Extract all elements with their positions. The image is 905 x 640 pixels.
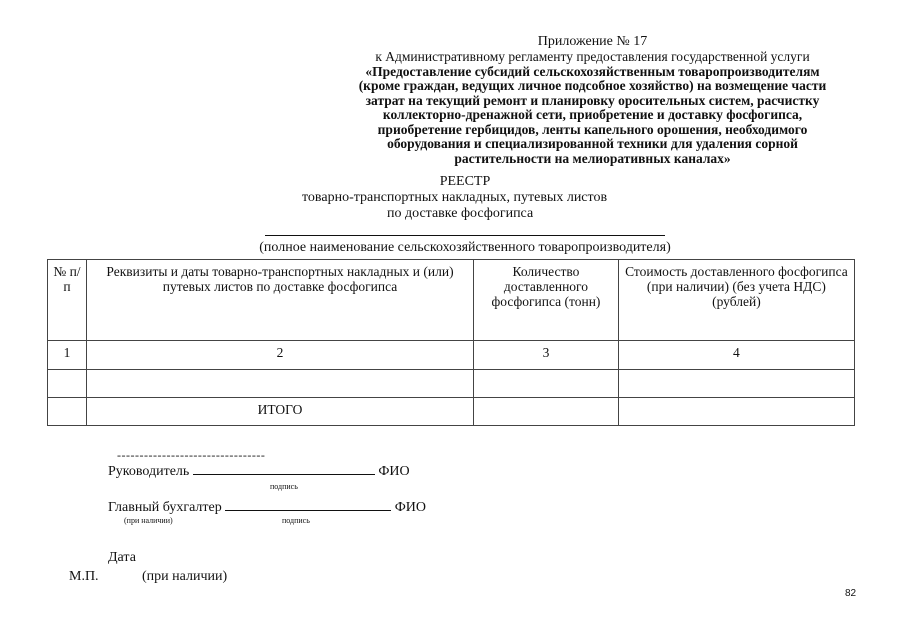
table-cell[interactable] [48,370,87,398]
appendix-service-name [320,65,865,167]
total-cost-cell[interactable] [618,398,854,426]
table-cell[interactable] [86,370,473,398]
column-number: 4 [618,341,854,370]
org-name-field-line[interactable] [265,235,665,236]
stamp-label: М.П. [69,569,99,584]
head-signature-line [108,462,410,480]
service-name-line: приобретение гербицидов, ленты капельного орошения, необходимого [377,121,808,137]
registry-table [47,259,855,426]
total-row [48,398,855,426]
registry-subtitle: по доставке фосфогипса [387,206,534,221]
appendix-title: Приложение № 17 [537,34,648,49]
accountant-presence-caption: (при наличии) [124,516,173,525]
head-signature-field[interactable] [193,462,375,475]
org-name-caption: (полное наименование сельскохозяйственного товаропроизводителя) [259,240,671,255]
registry-subtitle: товарно-транспортных накладных, путевых листов [302,190,608,205]
registry-heading [265,174,665,222]
table-cell[interactable] [48,398,87,426]
column-header-cost: Стоимость доставленного фосфогипса (при наличии) (без учета НДС) (рублей) [618,260,854,341]
column-number: 2 [86,341,473,370]
service-name-line: (кроме граждан, ведущих личное подсобное хозяйство) на возмещение части [358,78,827,93]
accountant-label: Главный бухгалтер [108,500,222,515]
head-fio-label: ФИО [378,464,410,479]
appendix-header [320,34,865,166]
registry-title: РЕЕСТР [439,174,491,189]
head-label: Руководитель [108,464,190,479]
separator-dashes: --------------------------------- [117,448,266,462]
total-label: ИТОГО [86,398,473,426]
column-number: 1 [48,341,87,370]
column-header-number: № п/п [48,260,87,341]
accountant-signature-field[interactable] [225,498,391,511]
service-name-line: растительности на мелиоративных каналах» [454,150,731,166]
column-number-row [48,341,855,370]
table-cell[interactable] [474,370,619,398]
service-name-line: «Предоставление субсидий сельскохозяйственным товаропроизводителям [365,63,820,79]
column-header-documents: Реквизиты и даты товарно-транспортных накладных и (или) путевых листов по доставке фосфогипса [86,260,473,341]
page-number: 82 [845,588,857,599]
service-name-line: затрат на текущий ремонт и планировку оросительных систем, расчистку [365,92,820,108]
accountant-fio-label: ФИО [394,500,427,515]
accountant-signature-line [108,498,426,516]
table-cell[interactable] [618,370,854,398]
stamp-presence: (при наличии) [142,569,228,584]
table-header-row [48,260,855,341]
service-name-line: оборудования и специализированной техники для удаления сорной [387,136,798,151]
column-header-quantity: Количество доставленного фосфогипса (тонн) [474,260,619,341]
date-label: Дата [108,550,136,565]
column-number: 3 [474,341,619,370]
accountant-sign-caption: подпись [282,516,310,525]
service-name-line: коллекторно-дренажной сети, приобретение и доставку фосфогипса, [382,107,803,122]
appendix-reference: к Административному регламенту предоставления государственной услуги [375,49,810,64]
total-quantity-cell[interactable] [474,398,619,426]
table-row [48,370,855,398]
head-sign-caption: подпись [270,482,298,491]
